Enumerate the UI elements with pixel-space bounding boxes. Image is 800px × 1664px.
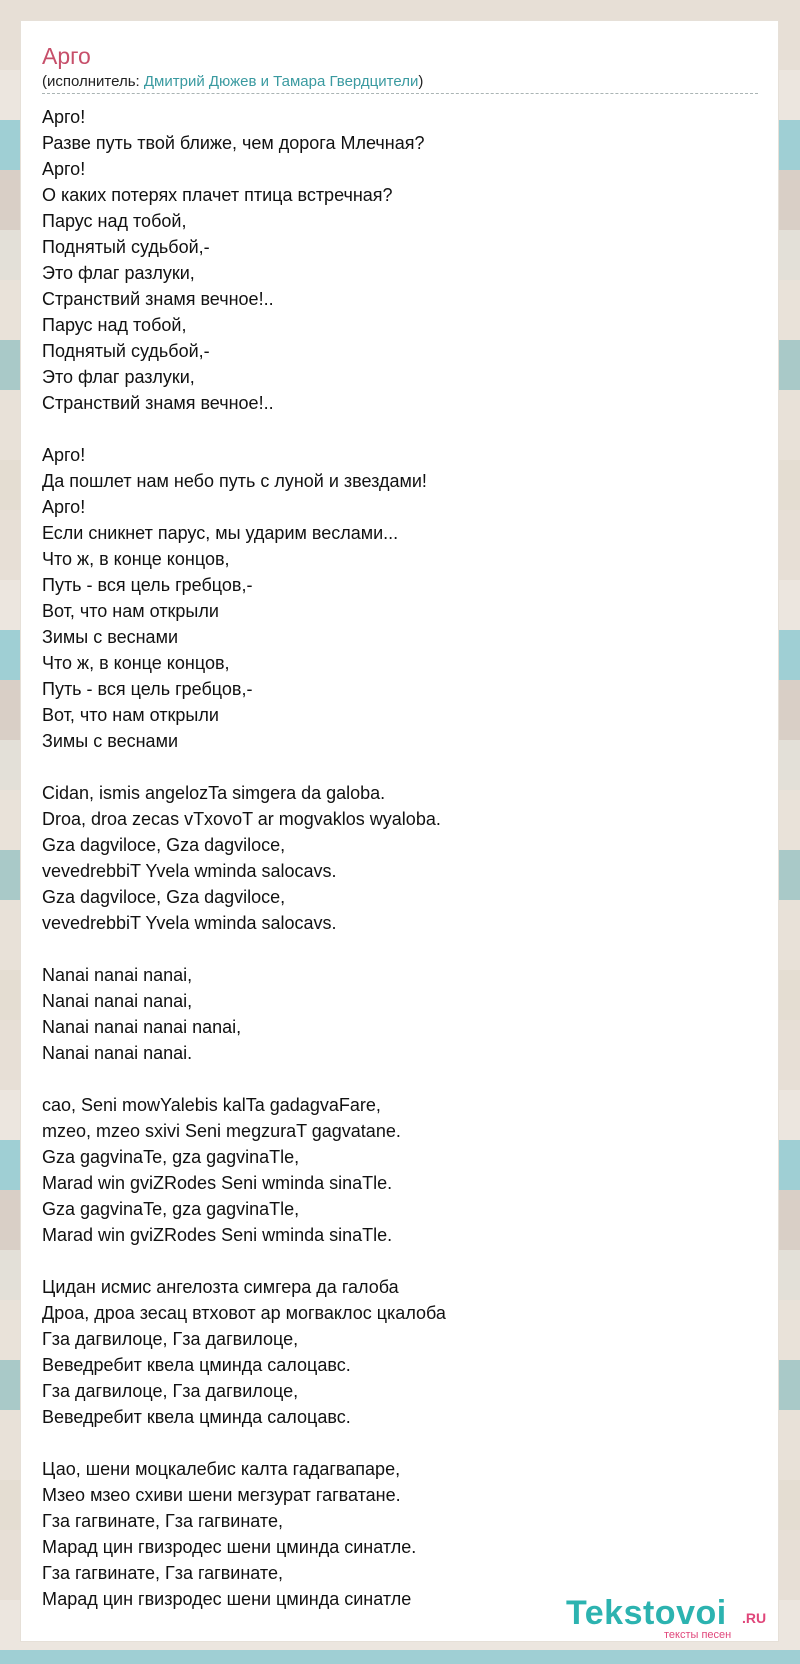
lyric-line: Зимы с веснами <box>42 731 178 751</box>
lyric-line: Разве путь твой ближе, чем дорога Млечная? <box>42 133 425 153</box>
lyric-line: Цао, шени моцкалебис калта гадагвапаре, <box>42 1459 401 1479</box>
lyric-line: Nanai nanai nanai nanai, <box>42 1017 242 1037</box>
lyric-line: Gza dagviloce, Gza dagviloce, <box>42 887 286 907</box>
lyric-line: Marad win gviZRodes Seni wminda sinaTle. <box>42 1173 393 1193</box>
performer-suffix: ) <box>418 73 424 90</box>
lyric-line: Странствий знамя вечное!.. <box>42 289 274 309</box>
lyric-line: vevedrebbiT Yvela wminda salocavs. <box>42 861 337 881</box>
lyric-line: Арго! <box>42 159 86 179</box>
site-logo[interactable] <box>566 1595 776 1641</box>
lyric-line: Арго! <box>42 497 86 517</box>
lyric-line: Это флаг разлуки, <box>42 367 195 387</box>
lyric-line: cao, Seni mowYalebis kalTa gadagvaFare, <box>42 1095 381 1115</box>
lyric-line: Поднятый судьбой,- <box>42 237 210 257</box>
logo-domain-suffix: .RU <box>742 1610 767 1626</box>
lyric-line: Это флаг разлуки, <box>42 263 195 283</box>
lyric-line: Если сникнет парус, мы ударим веслами... <box>42 523 399 543</box>
lyric-line: Арго! <box>42 107 86 127</box>
lyric-line: Дроа, дроа зесац втховот ар могваклос цкалоба <box>42 1303 446 1323</box>
lyric-line: Путь - вся цель гребцов,- <box>42 575 253 595</box>
lyric-line: mzeo, mzeo sxivi Seni megzuraT gagvatane. <box>42 1121 401 1141</box>
lyric-line: Веведребит квела цминда салоцавс. <box>42 1407 351 1427</box>
lyric-line: Веведребит квела цминда салоцавс. <box>42 1355 351 1375</box>
logo-wordmark: Tekstovoi <box>566 1594 727 1632</box>
lyric-line: Вот, что нам открыли <box>42 705 219 725</box>
lyrics-stanza <box>42 1274 762 1430</box>
lyric-line: Что ж, в конце концов, <box>42 653 230 673</box>
lyric-line: Гза гагвинате, Гза гагвинате, <box>42 1563 283 1583</box>
lyric-line: Мзео мзео схиви шени мегзурат гагватане. <box>42 1485 401 1505</box>
lyrics-body <box>42 104 762 1638</box>
lyrics-stanza <box>42 104 762 416</box>
title-divider <box>42 93 758 94</box>
logo-tagline: тексты песен <box>664 1629 732 1641</box>
lyric-line: Гза дагвилоце, Гза дагвилоце, <box>42 1329 299 1349</box>
lyric-line: Марад цин гвизродес шени цминда синатле <box>42 1589 412 1609</box>
performer-prefix: (исполнитель: <box>42 73 144 90</box>
lyric-line: Цидан исмис ангелозта симгера да галоба <box>42 1277 399 1297</box>
lyric-line: Cidan, ismis angelozTa simgera da galoba. <box>42 783 386 803</box>
lyric-line: Да пошлет нам небо путь с луной и звездами! <box>42 471 427 491</box>
lyric-line: Марад цин гвизродес шени цминда синатле. <box>42 1537 417 1557</box>
lyric-line: Вот, что нам открыли <box>42 601 219 621</box>
lyric-line: Что ж, в конце концов, <box>42 549 230 569</box>
lyric-line: vevedrebbiT Yvela wminda salocavs. <box>42 913 337 933</box>
lyrics-stanza <box>42 442 762 754</box>
lyric-line: Gza gagvinaTe, gza gagvinaTle, <box>42 1147 300 1167</box>
lyric-line: Странствий знамя вечное!.. <box>42 393 274 413</box>
lyrics-stanza <box>42 1092 762 1248</box>
lyric-line: Marad win gviZRodes Seni wminda sinaTle. <box>42 1225 393 1245</box>
lyric-line: Nanai nanai nanai, <box>42 965 193 985</box>
lyric-line: Gza dagviloce, Gza dagviloce, <box>42 835 286 855</box>
lyrics-stanza <box>42 1456 762 1612</box>
lyric-line: О каких потерях плачет птица встречная? <box>42 185 393 205</box>
lyric-line: Поднятый судьбой,- <box>42 341 210 361</box>
lyric-line: Гза дагвилоце, Гза дагвилоце, <box>42 1381 299 1401</box>
lyric-line: Парус над тобой, <box>42 211 187 231</box>
lyric-line: Gza gagvinaTe, gza gagvinaTle, <box>42 1199 300 1219</box>
lyrics-stanza <box>42 962 762 1066</box>
lyric-line: Nanai nanai nanai. <box>42 1043 193 1063</box>
performer-line <box>42 73 423 91</box>
lyric-line: Арго! <box>42 445 86 465</box>
lyric-line: Путь - вся цель гребцов,- <box>42 679 253 699</box>
lyric-line: Зимы с веснами <box>42 627 178 647</box>
lyric-line: Парус над тобой, <box>42 315 187 335</box>
song-title: Арго <box>42 43 91 69</box>
lyric-line: Droa, droa zecas vTxovoT ar mogvaklos wyaloba. <box>42 809 441 829</box>
lyrics-stanza <box>42 780 762 936</box>
lyric-line: Nanai nanai nanai, <box>42 991 193 1011</box>
lyric-line: Гза гагвинате, Гза гагвинате, <box>42 1511 283 1531</box>
performer-link[interactable]: Дмитрий Дюжев и Тамара Гвердцители <box>143 73 419 90</box>
